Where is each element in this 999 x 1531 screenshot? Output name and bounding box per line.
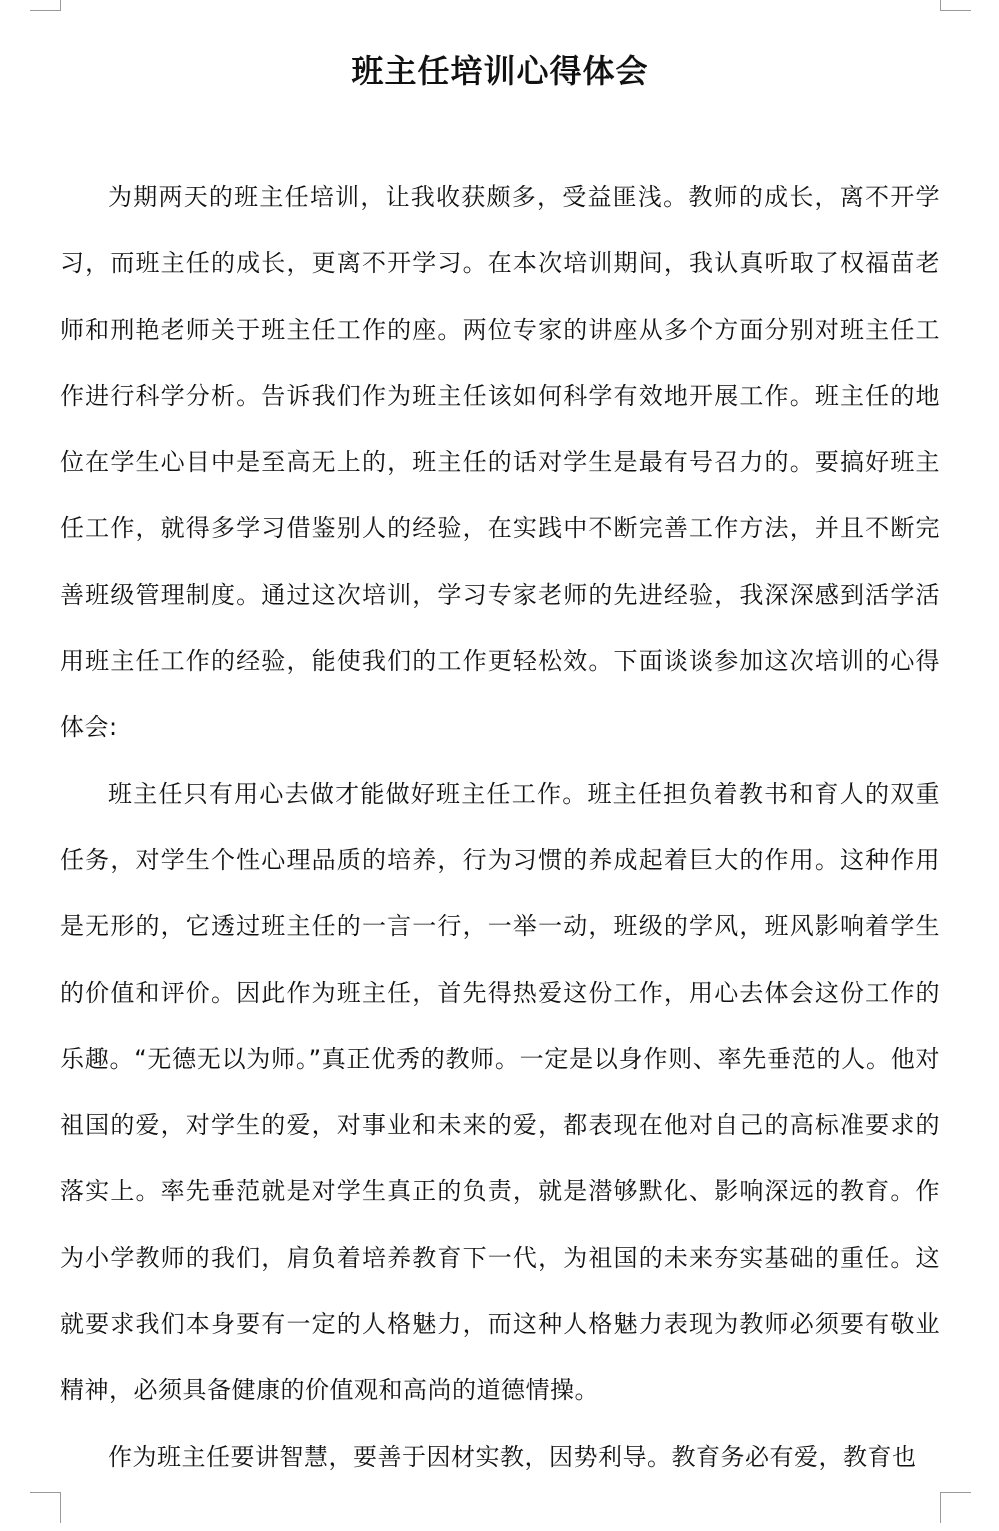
document-page [60, 40, 940, 1490]
crop-mark-top-left [30, 0, 61, 11]
paragraph-3: 作为班主任要讲智慧，要善于因材实教，因势利导。教育务必有爱，教育也 [108, 1442, 917, 1471]
document-title: 班主任培训心得体会 [351, 52, 649, 90]
crop-mark-top-right [940, 0, 971, 11]
paragraph-1: 为期两天的班主任培训，让我收获颇多，受益匪浅。教师的成长，离不开学习，而班主任的成长，更离不开学习。在本次培训期间，我认真听取了权福苗老师和刑艳老师关于班主任工作的座。两位专家的讲座从多个方面分别对班主任工作进行科学分析。告诉我们作为班主任该如何科学有效地开展工作。班主任的地位在学生心目中是至高无上的，班主任的话对学生是最有号召力的。要搞好班主任工作，就得多学习借鉴别人的经验，在实践中不断完善工作方法，并且不断完善班级管理制度。通过这次培训，学习专家老师的先进经验，我深深感到活学活用班主任工作的经验，能使我们的工作更轻松效。下面谈谈参加这次培训的心得体会: [60, 183, 940, 742]
crop-mark-bottom-right [940, 1492, 971, 1523]
crop-mark-bottom-left [30, 1492, 61, 1523]
document-body [60, 164, 940, 1490]
paragraph-2: 班主任只有用心去做才能做好班主任工作。班主任担负着教书和育人的双重任务，对学生个性心理品质的培养，行为习惯的养成起着巨大的作用。这种作用是无形的，它透过班主任的一言一行，一举一动，班级的学风，班风影响着学生的价值和评价。因此作为班主任，首先得热爱这份工作，用心去体会这份工作的乐趣。“无德无以为师。”真正优秀的教师。一定是以身作则、率先垂范的人。他对祖国的爱，对学生的爱，对事业和未来的爱，都表现在他对自己的高标准要求的落实上。率先垂范就是对学生真正的负责，就是潜够默化、影响深远的教育。作为小学教师的我们，肩负着培养教育下一代，为祖国的未来夯实基础的重任。这就要求我们本身要有一定的人格魅力，而这种人格魅力表现为教师必须要有敬业精神，必须具备健康的价值观和高尚的道德情操。 [60, 779, 940, 1405]
